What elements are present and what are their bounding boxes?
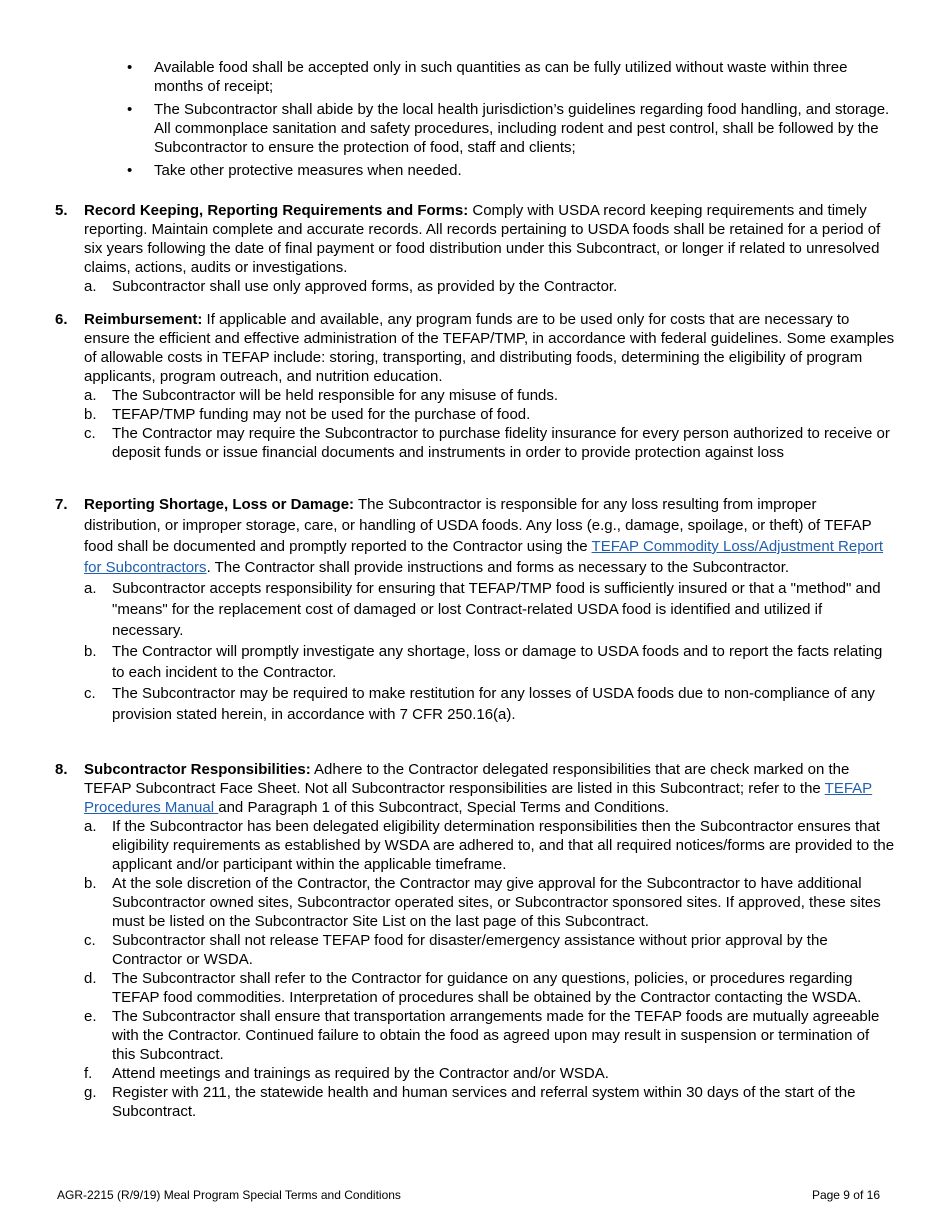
sub-letter: c. xyxy=(84,932,96,949)
sub-text: The Contractor may require the Subcontractor to purchase fidelity insurance for every person authorized to receive or deposit funds or issue financial documents and instruments in order to provide protection against loss xyxy=(112,425,890,461)
sub-text: Subcontractor shall use only approved forms, as provided by the Contractor. xyxy=(112,278,618,295)
sub-item xyxy=(84,874,895,931)
section-number: 5. xyxy=(55,202,68,219)
procedures-manual-link[interactable]: TEFAP Procedures Manual xyxy=(84,780,873,816)
section-number: 6. xyxy=(55,311,68,328)
sub-item xyxy=(84,969,895,1007)
sub-text: Attend meetings and trainings as required by the Contractor and/or WSDA. xyxy=(112,1065,609,1082)
bullet-item: • The Subcontractor shall abide by the local health jurisdiction’s guidelines regarding food handling, and storage. All commonplace sanitation and safety procedures, including rodent and pest control, shall be followed by the Subcontractor to ensure the protection of food, staff and clients; xyxy=(127,100,897,157)
sub-text: Subcontractor accepts responsibility for ensuring that TEFAP/TMP food is sufficiently insured or that a "method" and "means" for the replacement cost of damaged or lost Contract-related USDA food is identified and utilized if necessary. xyxy=(112,580,881,639)
section-number: 7. xyxy=(55,496,68,513)
sub-letter: a. xyxy=(84,580,97,597)
section-8 xyxy=(55,760,895,1121)
sub-text: The Contractor will promptly investigate any shortage, loss or damage to USDA foods and to report the facts relating to each incident to the Contractor. xyxy=(112,643,883,681)
sub-text: If the Subcontractor has been delegated eligibility determination responsibilities then the Subcontractor ensures that eligibility requirements as established by WSDA are adhered to, and that all required notices/forms are provided to the applicant and/or participant within the applicable timeframe. xyxy=(112,818,895,873)
section-text: . The Contractor shall provide instructions and forms as necessary to the Subcontractor. xyxy=(206,559,790,576)
sub-item xyxy=(84,1007,895,1064)
sub-item xyxy=(84,424,895,462)
sub-letter: b. xyxy=(84,406,97,423)
section-text: and Paragraph 1 of this Subcontract, Special Terms and Conditions. xyxy=(218,799,670,816)
sub-item xyxy=(84,578,895,641)
sub-letter: a. xyxy=(84,278,97,295)
sub-text: The Subcontractor will be held responsible for any misuse of funds. xyxy=(112,387,559,404)
sub-item xyxy=(84,386,895,405)
section-text: The Subcontractor is responsible for any loss resulting from improper distribution, or improper storage, care, or handling of USDA foods. Any loss (e.g., damage, spoilage, or theft) of TEFAP food shall be documented and promptly reported to the Contractor using the xyxy=(84,496,872,555)
sub-item xyxy=(84,683,895,725)
sub-text: Register with 211, the statewide health and human services and referral system within 30 days of the start of the Subcontract. xyxy=(112,1084,856,1120)
sub-letter: c. xyxy=(84,425,96,442)
section-paragraph xyxy=(84,494,895,578)
section-text: Comply with USDA record keeping requirements and timely reporting. Maintain complete and accurate records. All records pertaining to USDA foods shall be retained for a period of six years following the date of final payment or food distribution under this Subcontract, or longer if related to unresolved claims, actions, audits or investigations. xyxy=(84,202,881,276)
sub-item xyxy=(84,817,895,874)
sub-letter: e. xyxy=(84,1008,97,1025)
sub-letter: c. xyxy=(84,685,96,702)
sub-text: The Subcontractor shall refer to the Contractor for guidance on any questions, policies, or procedures regarding TEFAP food commodities. Interpretation of procedures shall be obtained by the Contractor contacting the WSDA. xyxy=(112,970,862,1006)
sub-letter: a. xyxy=(84,818,97,835)
sub-letter: f. xyxy=(84,1065,93,1082)
footer-form-id: AGR-2215 (R/9/19) Meal Program Special Terms and Conditions xyxy=(57,1188,401,1202)
section-heading: Reporting Shortage, Loss or Damage: xyxy=(84,496,355,513)
section-heading: Subcontractor Responsibilities: xyxy=(84,761,311,778)
section-paragraph xyxy=(84,201,895,277)
sub-item xyxy=(84,277,895,296)
loss-report-link[interactable]: TEFAP Commodity Loss/Adjustment Report for Subcontractors xyxy=(84,538,884,576)
sub-letter: d. xyxy=(84,970,97,987)
sub-letter: b. xyxy=(84,875,97,892)
sub-item xyxy=(84,405,895,424)
section-7 xyxy=(55,494,895,725)
section-5 xyxy=(55,201,895,296)
sub-text: The Subcontractor shall ensure that transportation arrangements made for the TEFAP foods are mutually agreeable with the Contractor. Continued failure to obtain the food as agreed upon may result in suspension or termination of this Subcontract. xyxy=(112,1008,880,1063)
sub-letter: a. xyxy=(84,387,97,404)
section-text: If applicable and available, any program funds are to be used only for costs that are necessary to ensure the efficient and effective administration of the TEFAP/TMP, in accordance with federal guidelines. Some examples of allowable costs in TEFAP include: storing, transporting, and distributing foods, determining the eligibility of program applicants, program outreach, and nutrition education. xyxy=(84,311,895,385)
section-6 xyxy=(55,310,895,462)
sub-text: Subcontractor shall not release TEFAP food for disaster/emergency assistance without prior approval by the Contractor or WSDA. xyxy=(112,932,828,968)
sub-text: The Subcontractor may be required to make restitution for any losses of USDA foods due to non-compliance of any provision stated herein, in accordance with 7 CFR 250.16(a). xyxy=(112,685,875,723)
bullet-list xyxy=(127,58,897,184)
sub-letter: b. xyxy=(84,643,97,660)
sub-item xyxy=(84,641,895,683)
section-number: 8. xyxy=(55,761,68,778)
sub-letter: g. xyxy=(84,1084,97,1101)
footer-page-number: Page 9 of 16 xyxy=(811,1188,880,1202)
section-text: Adhere to the Contractor delegated responsibilities that are check marked on the TEFAP Subcontract Face Sheet. Not all Subcontractor responsibilities are listed in this Subcontract; refer to the xyxy=(84,761,850,797)
sub-item xyxy=(84,1064,895,1083)
sub-text: TEFAP/TMP funding may not be used for the purchase of food. xyxy=(112,406,531,423)
sub-item xyxy=(84,931,895,969)
section-paragraph xyxy=(84,760,895,817)
bullet-item: • Available food shall be accepted only in such quantities as can be fully utilized without waste within three months of receipt; xyxy=(127,58,897,96)
sub-item xyxy=(84,1083,895,1121)
sub-text: At the sole discretion of the Contractor, the Contractor may give approval for the Subcontractor to have additional Subcontractor owned sites, Subcontractor operated sites, or Subcontractor sponsored sites. If approved, these sites must be listed on the Subcontractor Site List on the last page of this Subcontract. xyxy=(112,875,881,930)
section-heading: Record Keeping, Reporting Requirements and Forms: xyxy=(84,202,469,219)
bullet-item: • Take other protective measures when needed. xyxy=(127,161,897,180)
section-heading: Reimbursement: xyxy=(84,311,203,328)
section-paragraph xyxy=(84,310,895,386)
